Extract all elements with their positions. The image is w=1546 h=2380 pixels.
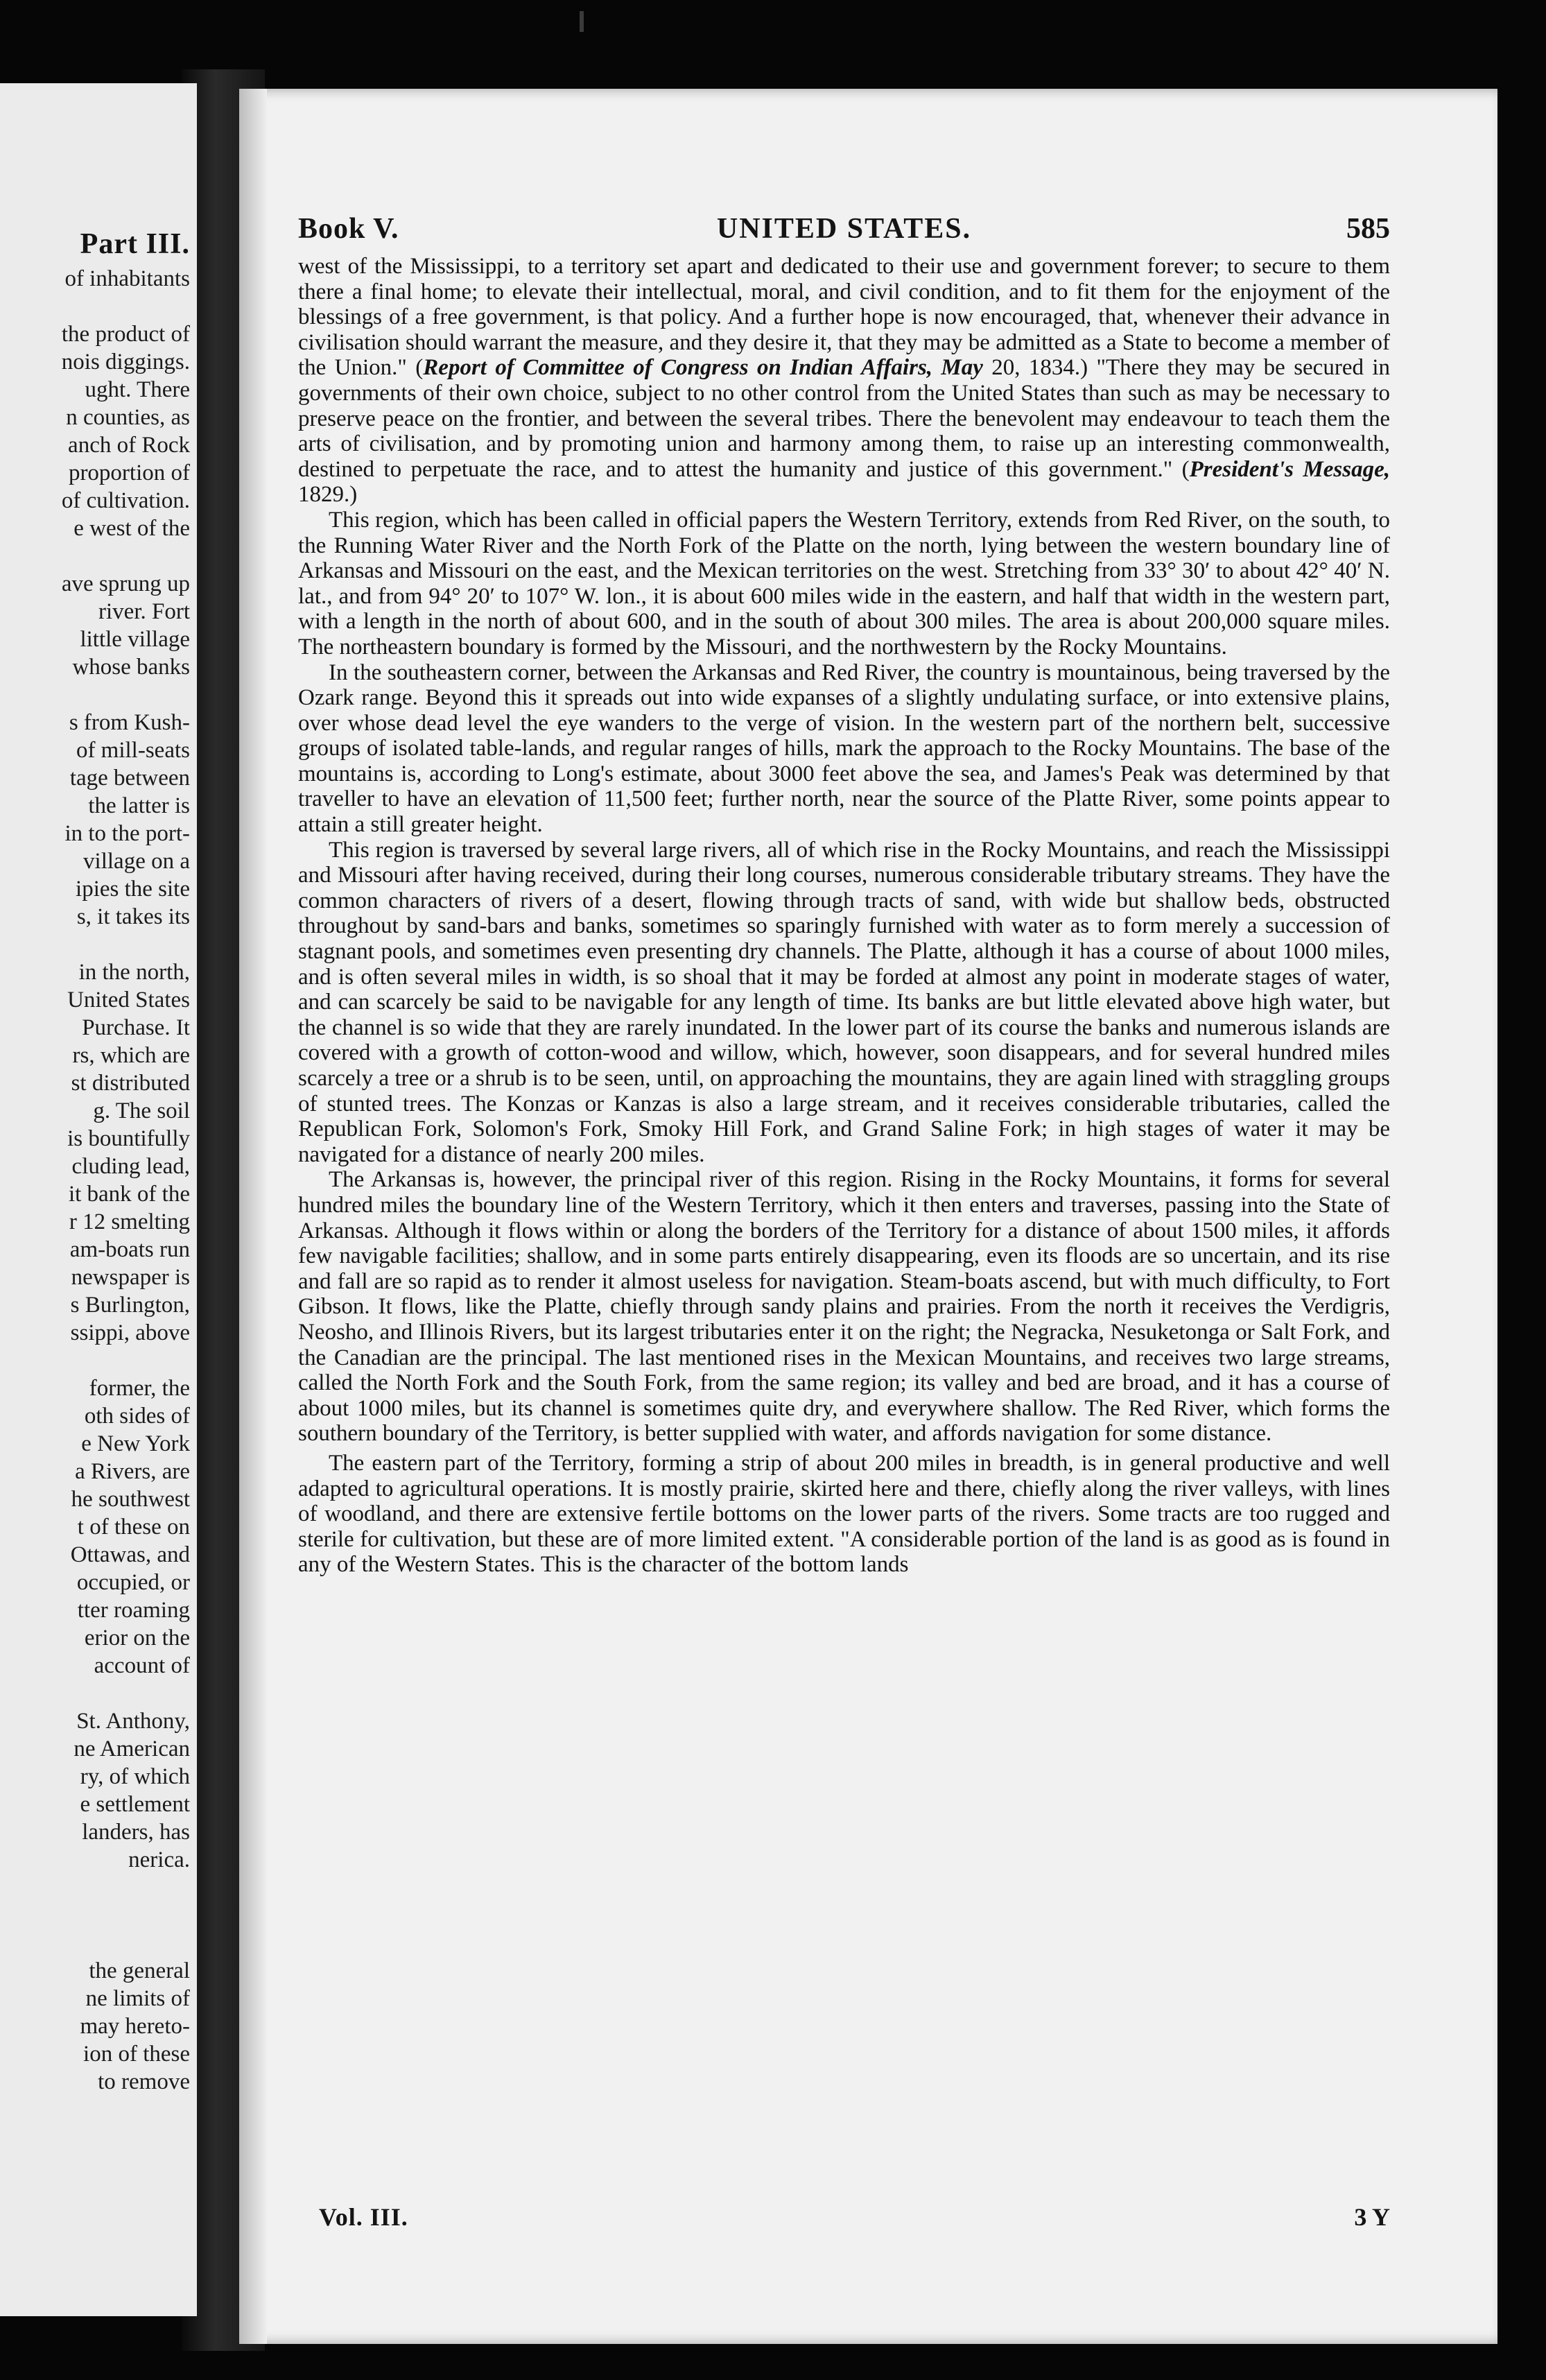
left-text-line: is bountifully	[67, 1126, 190, 1151]
left-text-line: e New York	[81, 1431, 190, 1456]
text-run: The Arkansas is, however, the principal river of this region. Rising in the Rocky Mountains, it forms for several hundred miles the boundary line of the Western Territory, which it then enters and traverses, passing into the State of Arkansas. Although it flows within or along the borders of the Territory for a distance of about 1500 miles, it affords few navigable facilities; shallow, and in some parts entirely disappearing, even its floods are so uncertain, and its rise and fall are so rapid as to render it almost useless for navigation. Steam-boats ascend, but with much difficulty, to Fort Gibson. It flows, like the Platte, chiefly through sandy plains and prairies. From the north it receives the Verdigris, Neosho, and Illinois Rivers, but its largest tributaries enter it on the right; the Negracka, Nesuketonga or Salt Fork, and the Canadian are the principal. The last mentioned rises in the Mexican Mountains, and receives two large streams, called the North Fork and the South Fork, from the same region; its valley and bed are broad, and it has a course of about 1000 miles, but its channel is sometimes quite dry, and everywhere shallow. The Red River, which forms the southern boundary of the Territory, is better supplied with water, and affords navigation for some distance.	[298, 1167, 1390, 1447]
left-text-line: ipies the site	[76, 877, 190, 902]
left-text-line: s, it takes its	[76, 904, 190, 929]
left-text-line: ne American	[73, 1736, 190, 1761]
left-text-line	[0, 931, 190, 958]
left-text-line: of mill-seats	[76, 738, 190, 763]
left-text-line: the latter is	[88, 793, 190, 818]
left-text-line: former, the	[89, 1376, 190, 1401]
left-text-line: village on a	[83, 849, 190, 874]
left-text-line: a Rivers, are	[75, 1459, 190, 1484]
left-text-line: ave sprung up	[61, 571, 190, 596]
citation-italic: Report of Committee of Congress on Indian Affairs, May	[423, 355, 983, 381]
left-text-line: Ottawas, and	[70, 1542, 190, 1567]
citation-italic: President's Message,	[1189, 456, 1390, 482]
body-text	[298, 254, 1390, 1578]
text-run: This region, which has been called in official papers the Western Territory, extends from Red River, on the south, to the Running Water River and the North Fork of the Platte on the north, lying between the western boundary line of Arkansas and Missouri on the east, and the Mexican territories on the west. Stretching from 33° 30′ to about 42° 40′ N. lat., and from 94° 20′ to 107° W. lon., it is about 600 miles wide in the eastern, and half that width in the western part, with a length in the north of about 600, and in the south of about 300 miles. The area is about 200,000 square miles. The northeastern boundary is formed by the Missouri, and the northwestern by the Rocky Mountains.	[298, 507, 1390, 659]
signature-mark: 3 Y	[1354, 2203, 1390, 2231]
paragraph	[298, 254, 1390, 508]
left-text-line: Purchase. It	[82, 1015, 190, 1040]
left-text-line	[0, 681, 190, 709]
left-text-line: cluding lead,	[71, 1154, 190, 1179]
left-text-line: st distributed	[71, 1071, 190, 1096]
left-text-line: account of	[94, 1653, 190, 1678]
left-page-text	[0, 265, 190, 2096]
paragraph	[298, 660, 1390, 838]
left-text-line	[0, 1902, 190, 1929]
left-text-line: ry, of which	[80, 1764, 190, 1789]
page-footer	[298, 2202, 1390, 2233]
paragraph	[298, 1451, 1390, 1578]
left-text-line: ion of these	[83, 2042, 190, 2067]
left-text-line: t of these on	[77, 1515, 190, 1540]
paragraph	[298, 508, 1390, 660]
right-page	[239, 89, 1497, 2344]
left-page-fragment	[0, 83, 197, 2316]
running-title: UNITED STATES.	[716, 213, 972, 245]
left-text-line: oth sides of	[84, 1404, 190, 1429]
paragraph	[298, 838, 1390, 1168]
left-text-line: nerica.	[128, 1847, 190, 1872]
page-number: 585	[1346, 213, 1390, 245]
left-text-line: ssippi, above	[70, 1320, 190, 1345]
left-text-line: of cultivation.	[61, 488, 190, 513]
text-run: west of the Mississippi, to a territory set apart and dedicated to their use and government forever; to secure to them there a final home; to elevate their intellectual, moral, and civil condition, and to fit them for the enjoyment of the blessings of a free government, is that policy. And a further hope is now encouraged, that, whenever their advance in civilisation should warrant the measure, and they desire it, that they may be admitted as a State to become a member of the Union." (	[298, 254, 1390, 381]
left-text-line: of inhabitants	[64, 266, 190, 291]
left-text-line: e west of the	[73, 516, 190, 541]
page-edge-shadow	[239, 89, 267, 2344]
text-run: 1829.)	[298, 482, 358, 508]
left-text-line: in to the port-	[64, 821, 190, 846]
left-text-line: landers, has	[82, 1820, 190, 1845]
left-text-line: newspaper is	[71, 1265, 190, 1290]
left-text-line: am-boats run	[69, 1237, 190, 1262]
left-text-line	[0, 1680, 190, 1707]
left-text-line: he southwest	[71, 1487, 190, 1512]
text-run: In the southeastern corner, between the Arkansas and Red River, the country is mountainous, being traversed by the Ozark range. Beyond this it spreads out into wide expanses of a slightly undulating surface, or into extensive plains, over whose dead level the eye wanders to the verge of vision. In the western part of the northern belt, successive groups of isolated table-lands, and regular ranges of hills, mark the approach to the Rocky Mountains. The base of the mountains is, according to Long's estimate, about 3000 feet above the sea, and James's Peak was determined by that traveller to have an elevation of 11,500 feet; further north, near the source of the Platte River, some points appear to attain a still greater height.	[298, 659, 1390, 838]
left-text-line: it bank of the	[68, 1182, 190, 1207]
left-text-line: little village	[80, 627, 190, 652]
left-text-line: r 12 smelting	[69, 1209, 190, 1234]
left-text-line: river. Fort	[98, 599, 190, 624]
left-text-line: ught. There	[85, 377, 190, 402]
text-run: 20, 1834.) "There they may be secured in governments of their own choice, subject to no other control from the United States than such as may be necessary to preserve peace on the frontier, and between the several tribes. There the benevolent may endeavour to teach them the arts of civilisation, and by promoting union and harmony among them, to raise up an interesting commonwealth, destined to perpetuate the race, and to attest the humanity and justice of this government." (	[298, 355, 1391, 482]
paragraph	[298, 1167, 1390, 1447]
running-header	[298, 212, 1390, 251]
left-text-line	[0, 1929, 190, 1957]
book-label: Book V.	[298, 213, 399, 245]
left-text-line	[0, 1347, 190, 1374]
left-text-line: tter roaming	[77, 1598, 190, 1623]
left-text-line: e settlement	[80, 1792, 190, 1817]
left-text-line: proportion of	[68, 460, 190, 485]
left-text-line: whose banks	[72, 655, 190, 680]
left-text-line: s Burlington,	[70, 1293, 190, 1318]
left-text-line: to remove	[98, 2069, 190, 2094]
left-text-line: may hereto-	[80, 2014, 190, 2039]
text-run: This region is traversed by several large rivers, all of which rise in the Rocky Mountains, and reach the Mississippi and Missouri after having received, during their long courses, numerous considerable tributary streams. They have the common characters of rivers of a desert, flowing through tracts of sand, with wide but shallow beds, obstructed throughout by sand-bars and banks, sometimes so sparingly furnished with water as to form merely a succession of stagnant pools, and sometimes even presenting dry channels. The Platte, although it has a course of about 1000 miles, and is often several miles in width, is so shoal that it may be forded at almost any point in moderate stages of water, and can scarcely be said to be navigable for any length of time. Its banks are but little elevated above high water, but the channel is so wide that they are rarely inundated. In the lower part of its course the banks and numerous islands are covered with a growth of cotton-wood and willow, which, however, soon disappears, and for several hundred miles scarcely a tree or a shrub is to be seen, until, on approaching the mountains, they are again lined with straggling groups of stunted trees. The Konzas or Kanzas is also a large stream, and it receives considerable tributaries, called the Republican Fork, Solomon's Fork, Smoky Hill Fork, and Grand Saline Fork; in high stages of water it may be navigated for a distance of nearly 200 miles.	[298, 837, 1390, 1167]
left-text-line: the product of	[61, 322, 190, 347]
left-text-line	[0, 1874, 190, 1902]
left-text-line	[0, 293, 190, 320]
scan-mark	[580, 11, 584, 32]
left-text-line: the general	[89, 1958, 190, 1983]
left-text-line: anch of Rock	[68, 433, 190, 458]
left-text-line: n counties, as	[66, 405, 190, 430]
left-text-line	[0, 542, 190, 570]
volume-label: Vol. III.	[319, 2203, 408, 2231]
left-text-line: tage between	[69, 766, 190, 791]
left-text-line: United States	[67, 988, 190, 1012]
left-text-line: St. Anthony,	[76, 1709, 190, 1734]
left-text-line: ne limits of	[85, 1986, 190, 2011]
left-text-line: g. The soil	[93, 1098, 190, 1123]
text-run: The eastern part of the Territory, forming a strip of about 200 miles in breadth, is in general productive and well adapted to agricultural operations. It is mostly prairie, skirted here and there, chiefly along the river valleys, with lines of woodland, and there are extensive fertile bottoms on the lower parts of the rivers. Some tracts are too rugged and sterile for cultivation, but these are of more limited extent. "A considerable portion of the land is as good as is found in any of the Western States. This is the character of the bottom lands	[298, 1450, 1390, 1578]
left-page-header: Part III.	[80, 228, 190, 260]
left-text-line: occupied, or	[76, 1570, 190, 1595]
left-text-line: erior on the	[84, 1626, 190, 1650]
left-text-line: rs, which are	[72, 1043, 190, 1068]
left-text-line: nois diggings.	[61, 350, 190, 374]
left-text-line: s from Kush-	[69, 710, 190, 735]
left-text-line: in the north,	[78, 960, 190, 985]
